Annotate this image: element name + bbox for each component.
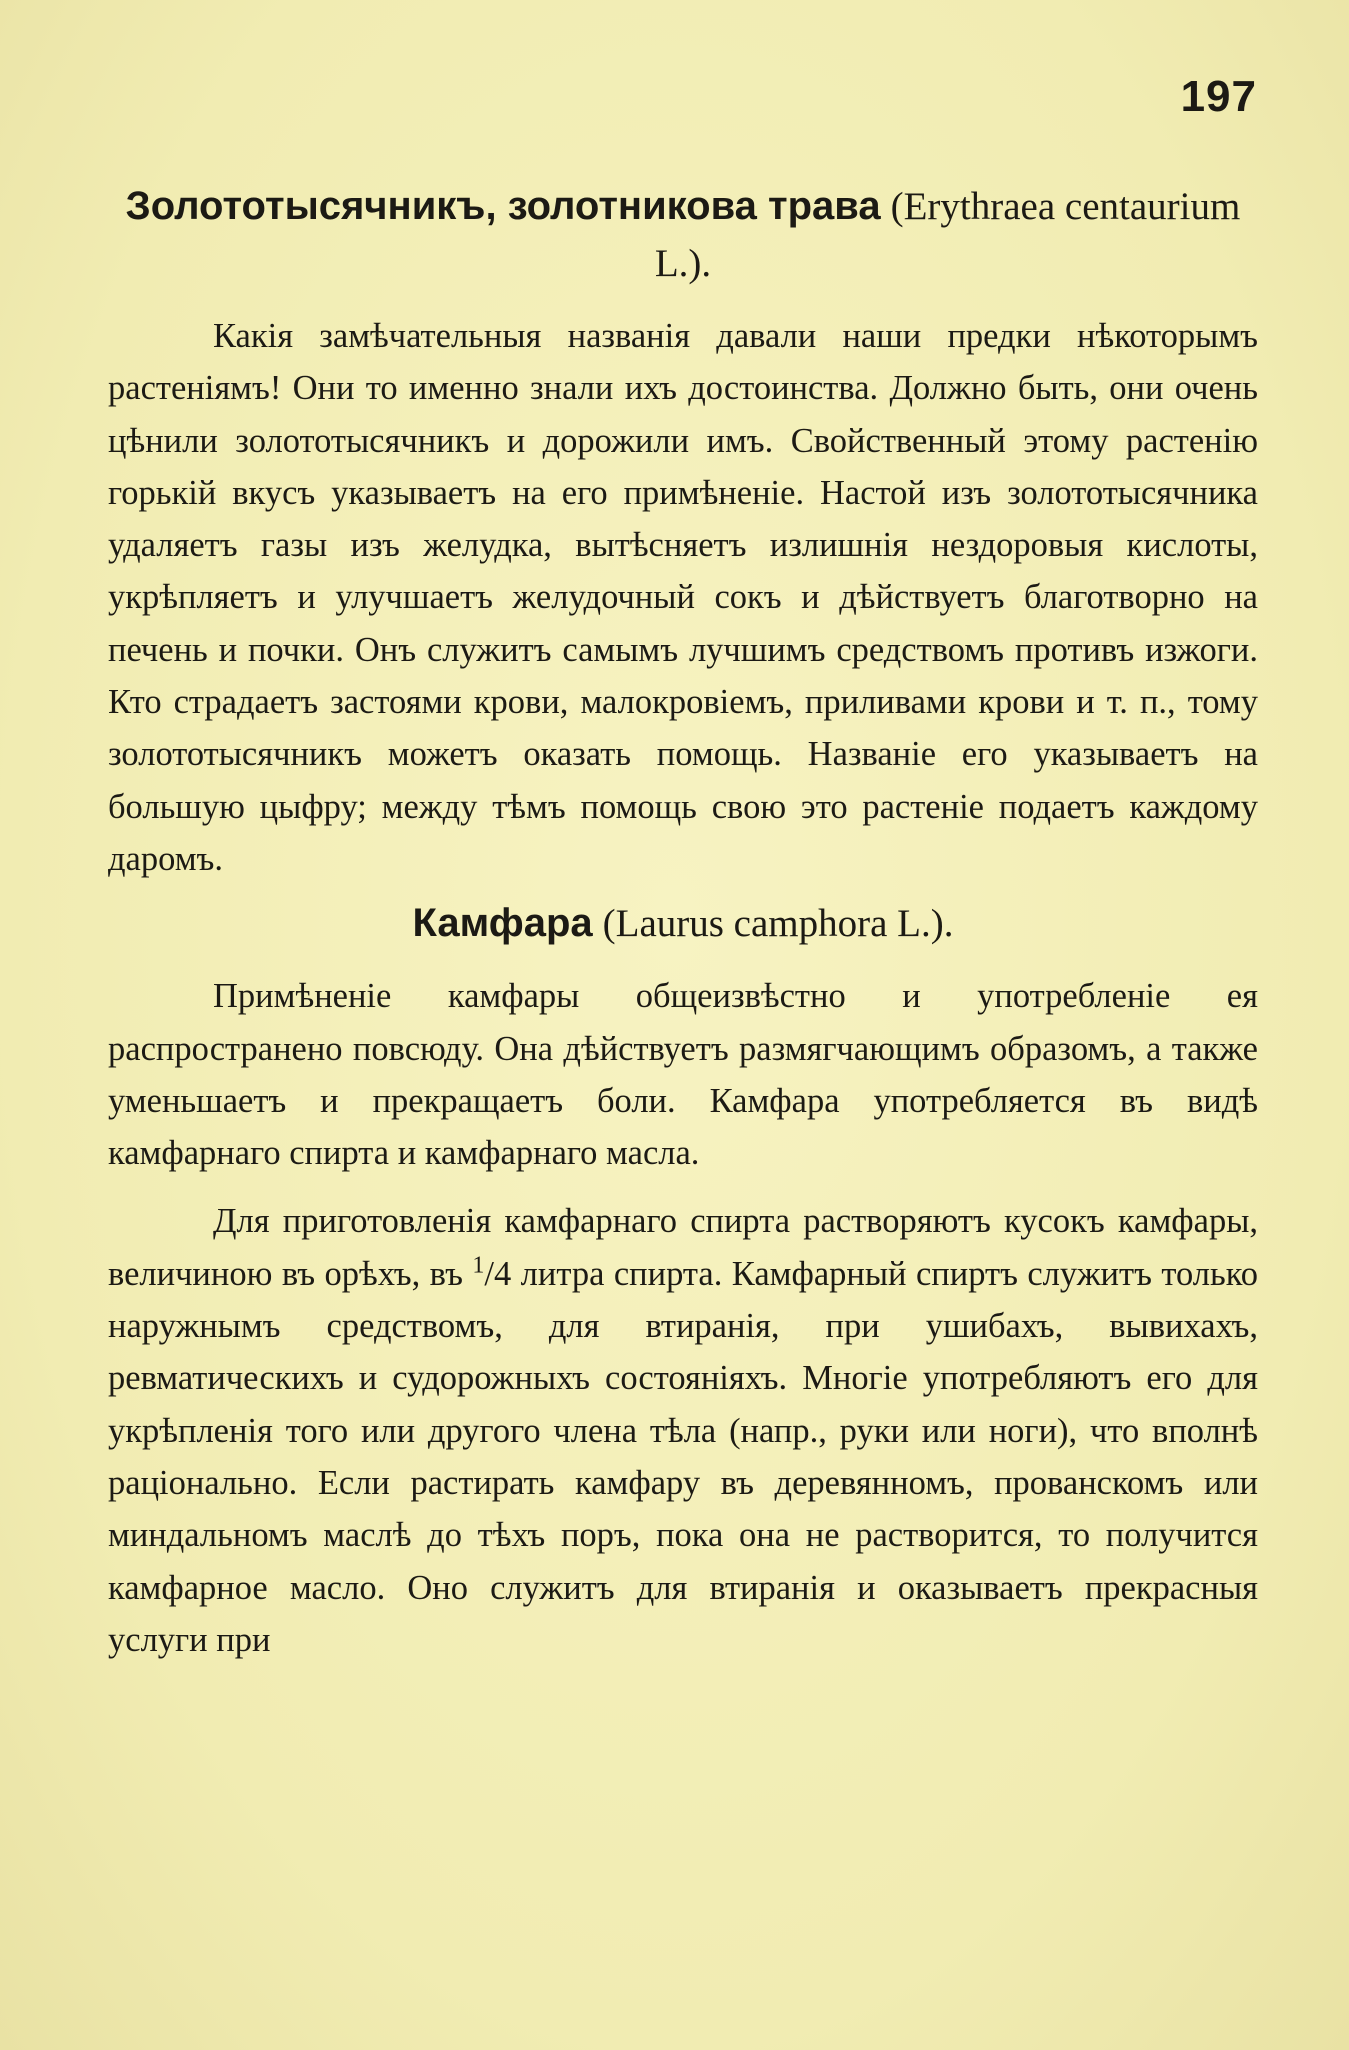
section-title: Камфара [412,901,593,946]
section-heading-kamfara [108,895,1258,952]
section-title: Золототысячникъ, золотникова трава [125,184,881,228]
section-latin-name: (Laurus camphora L.). [602,902,954,946]
fraction-denominator: 4 [493,1254,512,1293]
paragraph: Примѣненіе камфары общеизвѣстно и употребленіе ея распространено повсюду. Она дѣйствуетъ размягчающимъ образомъ, а также уменьшаетъ и прекращаетъ боли. Камфара употребляется въ видѣ камфарнаго спирта и камфарнаго масла. [108,977,1258,1173]
paragraph-text: Для приготовленія камфарнаго спирта растворяютъ кусокъ камфары, величиною въ орѣхъ, въ [108,1202,1258,1293]
page-number: 197 [1180,72,1257,121]
section-latin-name: (Erythraea centaurium L.). [654,185,1241,285]
paragraph-text: литра спирта. Камфарный спиртъ служитъ только наружнымъ средствомъ, для втиранія, при ушибахъ, вывихахъ, ревматическихъ и судорожныхъ состояніяхъ. Многіе употребляютъ его для укрѣпленія того или другого члена тѣла (напр., руки или ноги), что вполнѣ раціонально. Если растирать камфару въ деревянномъ, прованскомъ или миндальномъ маслѣ до тѣхъ поръ, пока она не растворится, то получится камфарное масло. Оно служитъ для втиранія и оказываетъ прекрасныя услуги при [108,1254,1258,1659]
paragraph: Какія замѣчательныя названія давали наши предки нѣкоторымъ растеніямъ! Они то именно знали ихъ достоинства. Должно быть, они очень цѣнили золототысячникъ и дорожили имъ. Свойственный этому растенію горькій вкусъ указываетъ на его примѣненіе. Настой изъ золототысячника удаляетъ газы изъ желудка, вытѣсняетъ излишнія нездоровыя кислоты, укрѣпляетъ и улучшаетъ желудочный сокъ и дѣйствуетъ благотворно на печень и почки. Онъ служитъ самымъ лучшимъ средствомъ противъ изжоги. Кто страдаетъ застоями крови, малокровіемъ, приливами крови и т. п., тому золототысячникъ можетъ оказать помощь. Названіе его указываетъ на большую цыфру; между тѣмъ помощь свою это растеніе подаетъ каждому даромъ. [108,317,1258,878]
page-content [108,178,1258,1666]
section-heading-zolototysyachnik [108,178,1258,292]
fraction-numerator: 1 [472,1252,485,1279]
paragraph: Для приготовленія камфарнаго спирта растворяютъ кусокъ камфары, величиною въ орѣхъ, въ $^1$/4 литра спирта. Камфарный спиртъ служитъ только наружнымъ средствомъ, для втиранія, при ушибахъ, вывихахъ, ревматическихъ и судорожныхъ состояніяхъ. Многіе употребляютъ его для укрѣпленія того или другого члена тѣла (напр., руки или ноги), что вполнѣ раціонально. Если растирать камфару въ деревянномъ, прованскомъ или миндальномъ маслѣ до тѣхъ поръ, пока она не растворится, то получится камфарное масло. Оно служитъ для втиранія и оказываетъ прекрасныя услуги при [108,1202,1258,1659]
